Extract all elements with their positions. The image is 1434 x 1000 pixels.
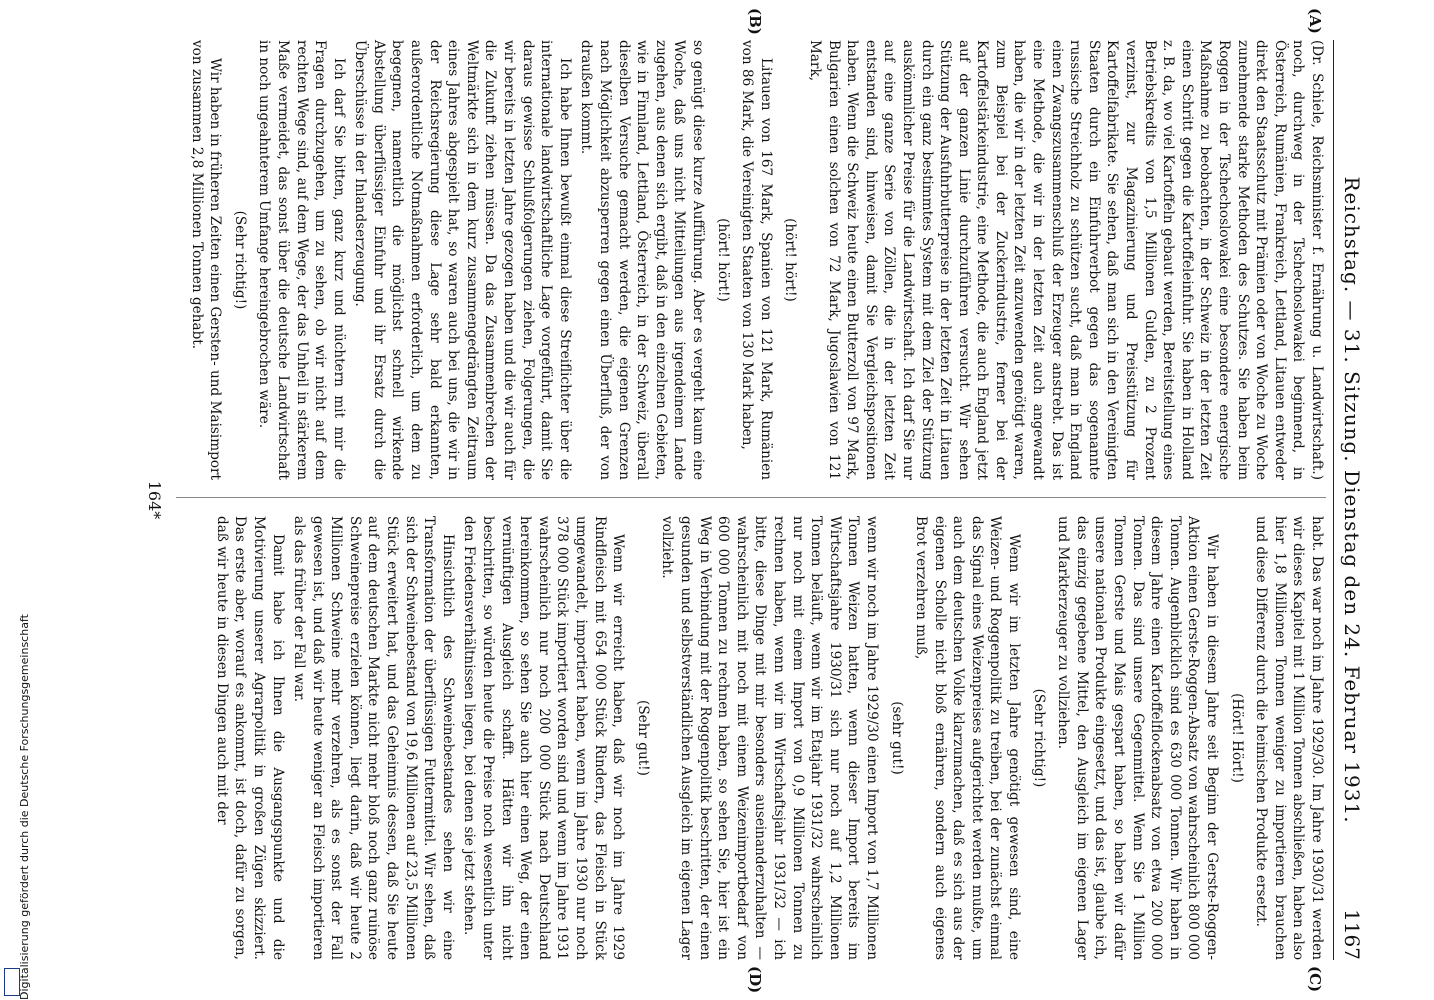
- rotated-document-page: [114, 0, 1374, 1000]
- margin-marker-a: (A): [1306, 8, 1324, 34]
- credit-text: Digitalisierung gefördert durch die Deutsche Forschungsgemeinschaft: [18, 614, 31, 1000]
- paragraph: Litauen von 167 Mark, Spanien von 121 Mark, Rumänien von 86 Mark, die Vereinigten Staaten von 130 Mark haben,: [739, 40, 774, 480]
- page-header: [1336, 40, 1366, 960]
- interjection: (Hört! Hört!): [1228, 693, 1245, 783]
- paragraph: wenn wir noch im Jahre 1929/30 einen Import von 1,7 Millionen Tonnen Weizen hatten, wenn dieser Import bereits im Wirtschaftsjahre 1930/31 sich nur noch auf 1,2 Millionen Tonnen beläuft, wenn wir im Etatjahr 1931/32 wahrscheinlich nur noch mit einem Import von 0,9 Millionen Tonnen zu rechnen haben, wenn wir im Wirtschaftsjahr 1931/32 — ich bitte, diese Dinge mit mir besonders auseinanderzuhalten — wahrscheinlich mit noch mit einem Weizenimportbedarf von 600 000 Tonnen zu rechnen haben, so sehen Sie, hier ist ein Weg in Verbindung mit der Roggenpolitik beschritten, der einen gesunden und selbstverständlichen Ausgleich im eigenen Lager vollzieht.: [659, 516, 880, 960]
- paragraph: Damit habe ich Ihnen die Ausgangspunkte und die Motivierung unserer Agrarpolitik in großen Zügen skizziert. Das erste aber, worauf es ankommt, ist doch, dafür zu sorgen, daß wir heute in diesen Dingen auch mit der: [213, 516, 286, 960]
- header-rule: [1333, 40, 1334, 960]
- page-title: Reichstag. — 31. Sitzung. Dienstag den 24. Februar 1931.: [1340, 176, 1364, 824]
- interjection: (hört! hört!): [782, 218, 799, 302]
- paragraph: Wenn wir erreicht haben, daß wir noch im Jahre 1929 Rindfleisch mit 654 000 Stück Rindern, das Fleisch in Stück umgewandelt, importiert haben, wenn im Jahre 1930 nur noch 378 000 Stück importiert worden sind und wenn im Jahre 1931 wahrscheinlich nur noch 200 000 Stück nach Deutschland hereinkommen, so sehen Sie auch hier einen Weg, der einen vernünftigen Ausgleich schafft. Hätten wir ihn nicht beschritten, so würden heute die Preise noch wesentlich unter den Friedensverhältnissen liegen, bei denen sie jetzt stehen.: [461, 516, 627, 960]
- interjection: (Sehr gut!): [634, 700, 651, 776]
- paragraph: Hinsichtlich des Schweinebestandes sehen wir eine Transformation der überflüssigen Futtermittel. Wir sehen, daß sich der Schweinebestand von 19,6 Millionen auf 23,5 Millionen Stück erweitert hat, und das Geheimnis dessen, daß Sie heute auf dem deutschen Markte nicht mehr bloß noch ganz ruinöse Schweinepreise erzielen können, liegt darin, daß wir heute 2 Millionen Schweine mehr verzehren, als es sonst der Fall gewesen ist, und daß wir heute weniger an Fleisch importieren als das früher der Fall war.: [291, 516, 456, 960]
- left-column: [184, 40, 1326, 480]
- paragraph: Wir haben in früheren Zeiten einen Gersten- und Maisimport von zusammen 2,8 Millionen Tonnen gehabt.: [188, 40, 224, 480]
- paragraph: Wenn wir im letzten Jahre genötigt gewesen sind, eine Weizen- und Roggenpolitik zu treiben, bei der zunächst einmal das Signal eines Weizenpreises aufgerichtet werden mußte, um auch dem deutschen Volke klarzumachen, daß es sich aus der eigenen Scholle nicht bloß ernähren, sondern auch eigenes Brot verzehren muß,: [913, 516, 1023, 960]
- page-number: 1167: [1340, 909, 1364, 960]
- interjection: (sehr gut!): [888, 701, 905, 775]
- paragraph: habt. Das war noch im Jahre 1929/30. Im Jahre 1930/31 werden wir dieses Kapitel mit 1 Million Tonnen abschließen, haben also hier 1,8 Millionen Tonnen weniger zu importieren brauchen und diese Differenz durch die heimischen Produkte ersetzt.: [1253, 516, 1325, 960]
- paragraph: Ich habe Ihnen bewußt einmal diese Streiflichter über die internationale landwirtschaftliche Lage vorgeführt, damit Sie daraus gewisse Schlußfolgerungen ziehen, Folgerungen, die wir bereits in letzten Jahre gezogen haben und die wir auch für die Zukunft ziehen müssen. Da das Zusammenbrechen der Weltmärkte sich in dem kurz zusammengedrängten Zeitraum eines Jahres abgespielt hat, so waren auch bei uns, die wir in der Reichsregierung diese Lage sehr bald erkannten, außerordentliche Notmaßnahmen erforderlich, um dem zu begegnen, namentlich die möglichst schnell wirkende Abstellung überflüssiger Einfuhr und ihr Ersatz durch die Überschüsse in der Inlandserzeugung.: [352, 40, 573, 480]
- page-signature: 164*: [145, 480, 164, 520]
- margin-marker-c: (C): [1306, 966, 1324, 993]
- paragraph: Ich darf Sie bitten, ganz kurz und nüchtern mit mir die Fragen durchzugehen, um zu sehen, ob wir nicht auf dem rechten Wege sind, auf dem Wege, der das Unheil in stärkerem Maße vermeidet, das sonst über die deutsche Landwirtschaft in noch ungeahnterem Umfange hereingebrochen wäre.: [256, 40, 347, 480]
- right-column: [209, 516, 1326, 960]
- interjection: (Sehr richtig!): [1030, 688, 1047, 788]
- column-separator: [176, 497, 1326, 498]
- margin-marker-d: (D): [746, 966, 764, 994]
- interjection: (hört! hört!): [714, 218, 731, 302]
- paragraph: Wir haben in diesem Jahre seit Beginn der Gerste-Roggen-Aktion einen Gerste-Roggen-Absatz von wahrscheinlich 800 000 Tonnen. Augenblicklich sind es 630 000 Tonnen. Wir haben in diesem Jahre einen Kartoffelflockenabsatz von etwa 200 000 Tonnen. Das sind unsere Gegenmittel. Wenn Sie 1 Million Tonnen Gerste und Mais gespart haben, so haben wir dafür unsere nationalen Produkte eingesetzt, und das ist, glaube ich, das einzig gegebene Mittel, den Ausgleich im eigenen Lager und Markterzeuger zu vollziehen.: [1055, 516, 1221, 960]
- digitization-credit: [0, 40, 31, 1000]
- interjection: (Sehr richtig!): [231, 210, 248, 310]
- paragraph: (Dr. Schiele, Reichsminister f. Ernährung u. Landwirtschaft.) noch, durchweg in der Tschechoslowakei beginnend, in Österreich, Rumänien, Frankreich, Lettland, Litauen entweder direkt den Staatsschutz mit Prämien oder von Woche zu Woche zunehmende starke Methoden des Schutzes. Sie haben beim Roggen in der Tschechoslowakei eine besondere energische Maßnahme zu beobachten, in der Schweiz in der letzten Zeit einen Schritt gegen die Kartoffeleinfuhr. Sie haben in Holland z. B. da, wo viel Kartoffeln gebaut werden, Bereitstellung eines Betriebskredits von 1,5 Millionen Gulden, zu 2 Prozent verzinst, zur Magazinierung und Preisstützung für Kartoffelfabrikate. Sie sehen, daß man sich in den Vereinigten Staaten durch ein Einfuhrverbot gegen das sogenannte russische Streichholz zu schützen sucht, daß man in England einen Zwangszusammenschluß der Erzeuger anstrebt. Das ist eine Methode, die wir in der letzten Zeit auch angewandt haben, die wir in der letzten Zeit anzuwenden genötigt waren, zum Beispiel bei der Zuckerindustrie, ferner bei der Kartoffelstärkeindustrie, eine Methode, die auch England jetzt auf der ganzen Linie durchzuführen versucht. Wir sehen Stützung der Ausfuhrbutterpreise in der letzten Zeit in Litauen durch ein ganz bestimmtes System mit dem Ziel der Stützung auskömmlicher Preise für die Landwirtschaft. Ich darf Sie nur auf eine ganze Serie von Zöllen, die in der letzten Zeit entstanden sind, hinweisen, damit Sie Vergleichspositionen haben. Wenn die Schweiz heute einen Butterzoll von 97 Mark, Bulgarien einen solchen von 72 Mark, Jugoslawien von 121 Mark,: [806, 40, 1325, 480]
- margin-marker-b: (B): [746, 8, 764, 35]
- paragraph: so genügt diese kurze Aufführung. Aber es vergeht kaum eine Woche, daß uns nicht Mitteilungen aus irgendeinem Lande zugehen, aus denen sich ergibt, daß in den einzelnen Gebieten, wie in Finnland, Lettland, Österreich, in der Schweiz, überall dieselben Versuche gemacht werden, die eigenen Grenzen nach Möglichkeit abzusperren gegen einen Überfluß, der von draußen kommt.: [578, 40, 706, 480]
